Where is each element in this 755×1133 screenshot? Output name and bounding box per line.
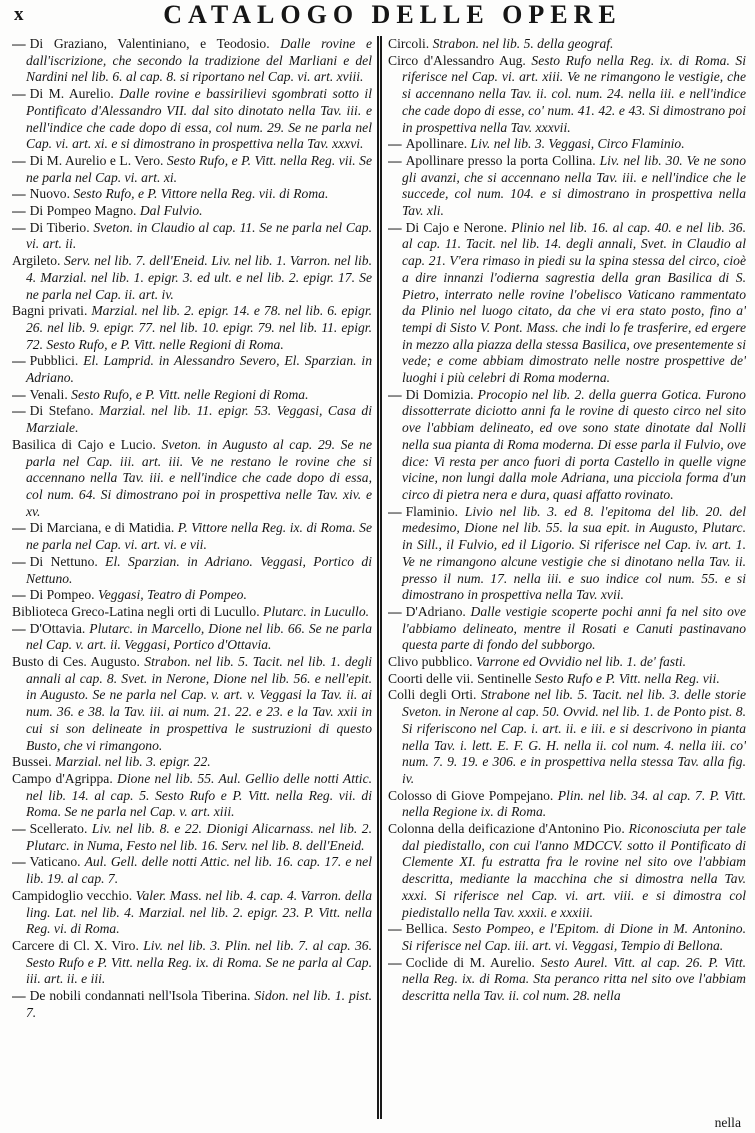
catalog-entry (12, 387, 372, 404)
entry-name: Di M. Aurelio. (29, 86, 114, 102)
catalog-entry (388, 921, 746, 954)
entry-name: Coclide di M. Aurelio. (405, 954, 535, 970)
entry-name: Campo d'Agrippa. (12, 770, 113, 786)
entry-name: Di Graziano, Valentiniano, e Teodosio. (29, 36, 270, 51)
entry-name: Bagni privati. (12, 303, 88, 319)
entry-reference: Dal Fulvio. (139, 203, 203, 219)
dash-mark: — (12, 854, 26, 870)
entry-reference: Sesto Rufo, e P. Vitt. nelle Regioni di Roma. (71, 386, 309, 402)
entry-reference: Sidon. nel lib. 1. pist. 7. (26, 988, 372, 1020)
catalog-entry (388, 220, 746, 387)
catalog-entry (12, 353, 372, 386)
running-head-title: CATALOGO DELLE OPERE (163, 0, 622, 29)
entry-name: Colosso di Giove Pompejano. (388, 787, 554, 803)
catalog-entry (12, 771, 372, 821)
entry-name: Apollinare. (405, 136, 468, 152)
column-divider (377, 36, 382, 1119)
catalog-entry (12, 888, 372, 938)
entry-name: Di Pompeo Magno. (29, 203, 137, 219)
dash-mark: — (12, 821, 26, 837)
dash-mark: — (12, 386, 26, 402)
dash-mark: — (12, 219, 26, 235)
dash-mark: — (12, 620, 26, 636)
catalog-entry (388, 821, 746, 921)
entry-reference: Sesto Rufo nella Reg. ix. di Roma. Si riferisce nel Cap. vi. art. xiii. Ve ne rimangono le vestigie, che si accennano nella Tav. ii. col. num. 24. nella iii. e nell'indice che cade dopo di esse, co' num. 41. 42. e 43. Si dimostrano poi in prospettiva nella Tav. xxxvii. (402, 52, 746, 135)
catalog-entry (12, 554, 372, 587)
entry-reference: Plutarc. in Lucullo. (263, 603, 370, 619)
catalog-entry (12, 86, 372, 153)
dash-mark: — (12, 353, 26, 369)
dash-mark: — (388, 219, 402, 235)
catalog-entry (12, 938, 372, 988)
entry-name: Carcere di Cl. X. Viro. (12, 937, 139, 953)
catalog-entry (12, 437, 372, 521)
dash-mark: — (388, 503, 402, 519)
entry-name: Bellica. (405, 921, 448, 937)
catalog-entry (388, 153, 746, 220)
entry-name: Di Tiberio. (29, 219, 90, 235)
entry-reference: Plin. nel lib. 34. al cap. 7. P. Vitt. nella Regione ix. di Roma. (402, 787, 746, 820)
entry-reference: Veggasi, Teatro di Pompeo. (97, 587, 247, 603)
entry-reference: Sesto Rufo, e P. Vitt. nella Reg. vii. Se ne parla nel Cap. vi. art. xi. (26, 152, 372, 185)
dash-mark: — (12, 587, 26, 603)
catalog-entry (388, 955, 746, 1005)
entry-reference: Dione nel lib. 55. Aul. Gellio delle notti Attic. nel lib. 14. al cap. 5. Sesto Rufo e P. Vitt. nella Reg. vii. di Roma. Se ne parla nel Cap. v. art. xiii. (26, 770, 372, 820)
entry-reference: Dalle vestigie scoperte pochi anni fa nel sito ove l'abbiamo delineato, mentre il Rosati e Canuti pastinavano questa parte di fondo del subborgo. (402, 603, 746, 653)
entry-name: Nuovo. (29, 186, 70, 202)
catalog-entry (12, 153, 372, 186)
entry-name: Venali. (29, 386, 68, 402)
entry-reference: Liv. nel lib. 8. e 22. Dionigi Alicarnass. nel lib. 2. Plutarc. in Numa, Festo nel lib. 16. Serv. nel lib. 8. dell'Eneid. (26, 821, 372, 853)
catalog-entry (388, 788, 746, 821)
entry-name: Circo d'Alessandro Aug. (388, 52, 526, 68)
entry-name: Clivo pubblico. (388, 654, 473, 670)
dash-mark: — (12, 186, 26, 202)
catalog-entry (12, 520, 372, 553)
catalog-entry (12, 587, 372, 604)
catalog-entry (12, 654, 372, 754)
entry-name: Argileto. (12, 253, 61, 269)
catalog-entry (12, 303, 372, 353)
dash-mark: — (12, 36, 26, 51)
entry-name: Scellerato. (29, 821, 88, 837)
catalog-entry (388, 136, 746, 153)
entry-name: Apollinare presso la porta Collina. (405, 152, 596, 168)
entry-name: Campidoglio vecchio. (12, 887, 133, 903)
entry-reference: Sesto Pompeo, e l'Epitom. di Dione in M. Antonino. Si riferisce nel Cap. iii. art. vi. Veggasi, Tempio di Bellona. (402, 921, 746, 953)
entry-name: Di Domizia. (405, 386, 474, 402)
catalog-entry (388, 671, 746, 688)
entry-name: De nobili condannati nell'Isola Tiberina. (29, 988, 251, 1004)
entry-name: Coorti delle vii. Sentinelle (388, 670, 532, 686)
catalog-entry (12, 821, 372, 854)
entry-name: Di Cajo e Nerone. (405, 219, 507, 235)
catalog-entry (12, 203, 372, 220)
entry-reference: Riconosciuta per tale dal piedistallo, con cui l'anno MDCCV. sotto il Pontificato di Clemente XI. fu estratta fra le rovine nel sito ove l'abbiam descritta, mediante la macchina che si dimostra nella Tav. xxxi. Si riferisce nel Cap. vi. art. viii. e si dimostra col piedistallo nella Tav. xxxii. e xxxiii. (402, 821, 746, 920)
dash-mark: — (388, 921, 402, 937)
dash-mark: — (12, 553, 26, 569)
entry-reference: Valer. Mass. nel lib. 4. cap. 4. Varron. della ling. Lat. nel lib. 4. Marzial. nel lib. 2. epigr. 23. P. Vitt. nella Reg. vi. di Roma. (26, 887, 372, 937)
catalog-entry (12, 854, 372, 887)
catalog-entry (388, 504, 746, 604)
dash-mark: — (12, 203, 26, 219)
dash-mark: — (388, 152, 402, 168)
entry-reference: Strabon. nel lib. 5. della geograf. (432, 36, 614, 51)
entry-reference: Sesto Rufo e P. Vitt. nella Reg. vii. (534, 670, 720, 686)
entry-reference: El. Lamprid. in Alessandro Severo, El. Sparzian. in Adriano. (26, 353, 372, 386)
entry-reference: Liv. nel lib. 3. Veggasi, Circo Flaminio. (470, 136, 685, 152)
entry-reference: Liv. nel lib. 30. Ve ne sono gli avanzi, che si accennano nella Tav. iii. e nell'indice che le succede, col num. 104. e si dimostrano in prospettiva nella Tav. xli. (402, 152, 746, 219)
entry-reference: Dalle rovine e bassirilievi sgombrati sotto il Pontificato d'Alessandro VII. dal sito dinotato nella Tav. iii. e nell'indice che cade dopo di essa, col num. 29. Se ne parla nel Cap. vi. art. xi. e si dimostrano in prospettiva nella Tav. xxxvi. (26, 86, 372, 152)
entry-name: Vaticano. (29, 854, 81, 870)
dash-mark: — (12, 152, 26, 168)
entry-name: D'Ottavia. (29, 620, 86, 636)
entry-name: Basilica di Cajo e Lucio. (12, 436, 156, 452)
entry-reference: Varrone ed Ovvidio nel lib. 1. de' fasti. (476, 654, 687, 670)
entry-reference: Sesto Aurel. Vitt. al cap. 26. P. Vitt. nella Reg. ix. di Roma. Sta peranco ritta nel sito ove l'abbiam descritta nella Tav. ii. col num. 28. nella (402, 954, 746, 1004)
entry-reference: Strabone nel lib. 5. Tacit. nel lib. 3. delle storie Sveton. in Nerone al cap. 50. Ovvid. nel lib. 1. de Ponto pist. 8. Si riferiscono nel Cap. i. art. ii. e iii. e si descrivono in pianta nella Tav. i. lett. E. F. G. H. nella ii. col num. 4. nella iii. co' num. 7. 9. 19. e 306. e in prospettiva nella stessa Tav. alla fig. iv. (402, 687, 746, 786)
dash-mark: — (12, 988, 26, 1004)
entry-name: Di M. Aurelio e L. Vero. (29, 152, 164, 168)
entry-reference: Serv. nel lib. 7. dell'Eneid. Liv. nel lib. 1. Varron. nel lib. 4. Marzial. nel lib. 1. epigr. 3. ed ult. e nel lib. 2. epigr. 17. Se ne parla nel Cap. ii. art. iv. (26, 253, 372, 302)
folio-number: x (14, 4, 24, 25)
dash-mark: — (12, 520, 26, 536)
dash-mark: — (388, 136, 402, 152)
catalog-entry (12, 621, 372, 654)
catalog-entry (12, 36, 372, 86)
entry-name: Di Stefano. (29, 403, 94, 419)
catalog-entry (12, 220, 372, 253)
entry-reference: Dalle rovine e dall'iscrizione, che secondo la tradizione del Marliani e del Nardini nel lib. 6. al cap. 8. si riportano nel Cap. vi. art. xviii. (26, 36, 372, 85)
catalog-entry (12, 253, 372, 303)
entry-reference: Plinio nel lib. 16. al cap. 40. e nel lib. 36. al cap. 11. Tacit. nel lib. 14. degli annali, Svet. in Claudio al cap. 21. V'era rimaso in piedi su la spina stessa del circo, cioè a dire innanzi l'odierna sagrestia della gran Basilica di S. Pietro, interrato nelle rovine l'obelisco Vaticano rammentato da Plinio nel luogo citato, da che vi era stato posto, fino a' tempi di Sisto V. Pont. Mass. che indi lo fe trasferire, ed ergere in mezzo alla piazza della stessa Basilica, ove presentemente si vede; e come abbiam dimostrato nelle nostre prospettive de' luoghi i più celebri di Roma moderna. (402, 219, 746, 386)
catalog-entry (388, 654, 746, 671)
entry-reference: Liv. nel lib. 3. Plin. nel lib. 7. al cap. 36. Sesto Rufo e P. Vitt. nella Reg. ix. di Roma. Se ne parla al Cap. iii. art. ii. e iii. (26, 937, 372, 987)
entry-reference: Marzial. nel lib. 2. epigr. 14. e 78. nel lib. 6. epigr. 26. nel lib. 9. epigr. 77. nel lib. 10. epigr. 79. nel lib. 11. epigr. 72. Sesto Rufo, e P. Vitt. nelle Regioni di Roma. (26, 303, 372, 352)
entry-name: Di Nettuno. (29, 553, 98, 569)
entry-reference: Procopio nel lib. 2. della guerra Gotica. Furono dissotterrate diciotto anni fa le rovine di questo circo nel sito ove l'abbiam delineato, ed ove sono state dinotate dal Nolli nella sua pianta di Roma moderna. Di esse parla il Fulvio, ove dice: Vi resta per anco fuori di porta Castello in quelle vigne vicine, non lungi dalla mole Adriana, una picciola forma d'un circo di pietra nera e dura, quasi affatto rovinato. (402, 386, 746, 502)
entry-reference: Sesto Rufo, e P. Vittore nella Reg. vii. di Roma. (73, 186, 329, 202)
catalog-entry (388, 36, 746, 53)
entry-name: Busto di Ces. Augusto. (12, 654, 140, 670)
entry-reference: P. Vittore nella Reg. ix. di Roma. Se ne parla nel Cap. vi. art. vi. e vii. (26, 520, 372, 553)
entry-reference: Sveton. in Claudio al cap. 11. Se ne parla nel Cap. vi. art. ii. (26, 219, 372, 252)
catalog-entry (388, 687, 746, 787)
entry-reference: Strabon. nel lib. 5. Tacit. nel lib. 1. degli annali al cap. 8. Svet. in Nerone, Dione nel lib. 56. e nell'epit. in Augusto. Se ne parla nel Cap. v. art. v. Veggasi la Tav. ii. ai num. 36. e 38. la Tav. iii. ai num. 21. 22. e 23. e la Tav. xxii in cui si son delineate in prospettiva le sustruzioni di questo Busto, che vi rimangono. (26, 654, 372, 753)
dash-mark: — (12, 86, 26, 102)
entry-name: D'Adriano. (405, 603, 466, 619)
catalog-entry (12, 403, 372, 436)
catalog-entry (12, 988, 372, 1021)
entry-name: Bussei. (12, 754, 52, 770)
catalog-entry (388, 53, 746, 137)
catalog-entry (12, 754, 372, 771)
entry-reference: Plutarc. in Marcello, Dione nel lib. 66. Se ne parla nel Cap. v. art. ii. Veggasi, Portico d'Ottavia. (26, 620, 372, 653)
entry-reference: El. Sparzian. in Adriano. Veggasi, Portico di Nettuno. (26, 553, 372, 586)
entry-name: Colonna della deificazione d'Antonino Pio. (388, 821, 625, 837)
dash-mark: — (388, 954, 402, 970)
entry-reference: Marzial. nel lib. 3. epigr. 22. (55, 754, 211, 770)
entry-name: Di Marciana, e di Matidia. (29, 520, 175, 536)
left-column (12, 36, 372, 1133)
entry-reference: Sveton. in Augusto al cap. 29. Se ne parla nel Cap. iii. art. iii. Ve ne restano le rovine che si accennano nella Tav. iii. e nell'indice che cade dopo di essa, col num. 64. Si dimostrano poi in prospettiva nelle Tav. xiv. e xv. (26, 436, 372, 519)
dash-mark: — (12, 403, 26, 419)
catalog-entry (388, 387, 746, 504)
catalog-entry (388, 604, 746, 654)
entry-reference: Marzial. nel lib. 11. epigr. 53. Veggasi, Casa di Marziale. (26, 403, 372, 436)
entry-reference: Aul. Gell. delle notti Attic. nel lib. 16. cap. 17. e nel lib. 19. al cap. 7. (26, 854, 372, 887)
dash-mark: — (388, 603, 402, 619)
catalog-entry (12, 186, 372, 203)
dash-mark: — (388, 386, 402, 402)
entry-reference: Livio nel lib. 3. ed 8. l'epitoma del lib. 20. del medesimo, Dione nel lib. 55. la sua epit. in Augusto, Plutarc. in Sill., il Fulvio, ed il Ligorio. Si riferisce nel Cap. iv. art. 1. Ve ne rimangono alcune vestigie che si dinotano nella Tav. ii. presso il num. 17. nella iii. e suo indice col num. 55. e si dimostrano in prospettiva nella Tav. xvii. (402, 503, 746, 603)
entry-name: Colli degli Orti. (388, 687, 477, 703)
catalog-entry (12, 604, 372, 621)
entry-name: Pubblici. (29, 353, 79, 369)
entry-name: Circoli. (388, 36, 430, 51)
entry-name: Flaminio. (405, 503, 459, 519)
right-column (388, 36, 746, 1133)
entry-name: Biblioteca Greco-Latina negli orti di Lucullo. (12, 603, 260, 619)
catchword: nella (714, 1115, 741, 1130)
entry-name: Di Pompeo. (29, 587, 95, 603)
